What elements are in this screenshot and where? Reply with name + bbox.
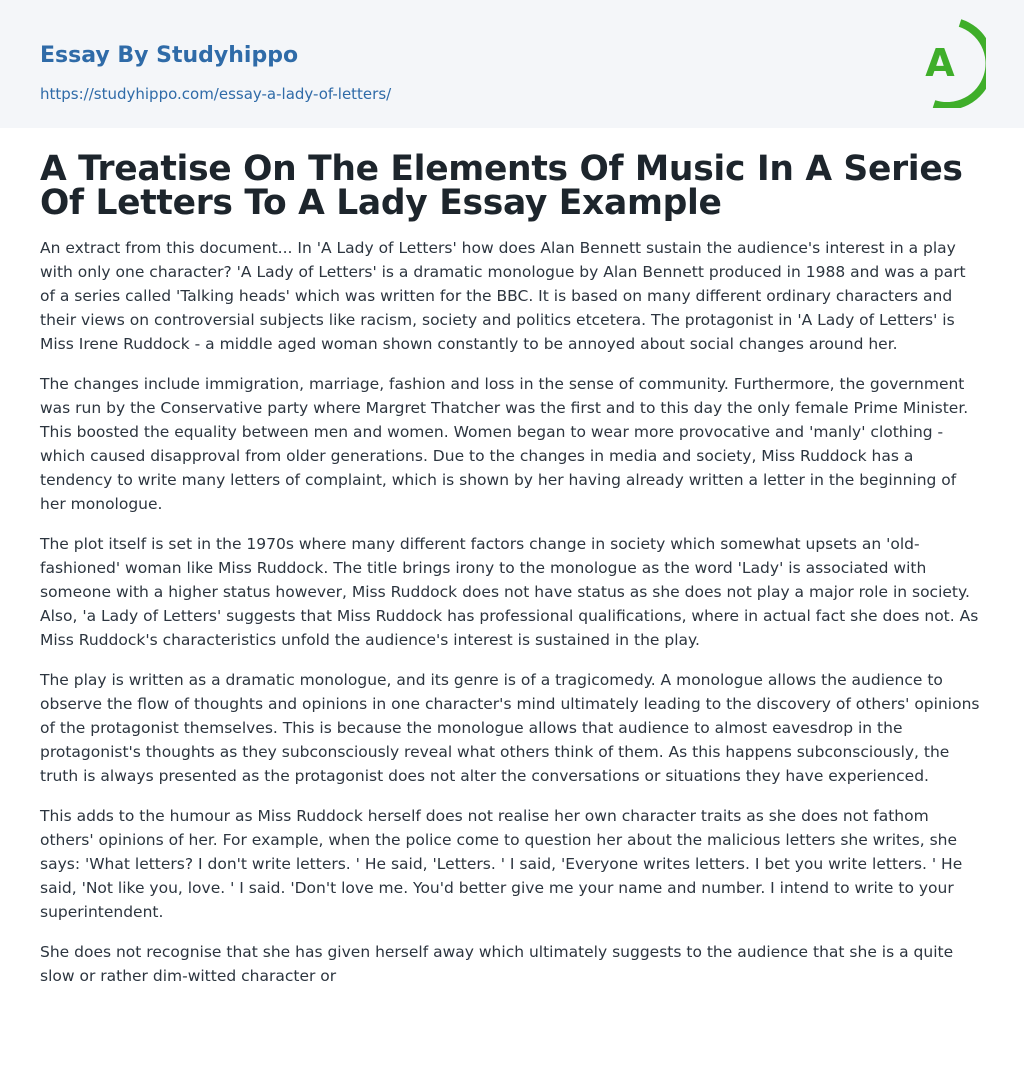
paragraph: An extract from this document... In 'A Lady of Letters' how does Alan Bennett sustain the audience's interest in a play with only one character? 'A Lady of Letters' is a dramatic monologue by Alan Bennett produced in 1988 and was a part of a series called 'Talking heads' which was written for the BBC. It is based on many different ordinary characters and their views on controversial subjects like racism, society and politics etcetera. The protagonist in 'A Lady of Letters' is Miss Irene Ruddock - a middle aged woman shown constantly to be annoyed about social changes around her. [40,239,966,353]
paragraph: The changes include immigration, marriage, fashion and loss in the sense of community. Furthermore, the government was run by the Conservative party where Margret Thatcher was the first and to this day the only female Prime Minister. This boosted the equality between men and women. Women began to wear more provocative and 'manly' clothing -which caused disapproval from older generations. Due to the changes in media and society, Miss Ruddock has a tendency to write many letters of complaint, which is shown by her having already written a letter in the beginning of her monologue. [40,375,969,513]
studyhippo-logo-icon[interactable] [914,18,986,108]
paragraph: The plot itself is set in the 1970s where many different factors change in society which somewhat upsets an 'old-fashioned' woman like Miss Ruddock. The title brings irony to the monologue as the word 'Lady' is associated with someone with a higher status however, Miss Ruddock does not have status as she does not play a major role in society. Also, 'a Lady of Letters' suggests that Miss Ruddock has professional qualifications, where in actual fact she does not. As Miss Ruddock's characteristics unfold the audience's interest is sustained in the play. [40,535,979,649]
article [0,149,1024,988]
paragraph: She does not recognise that she has given herself away which ultimately suggests to the audience that she is a quite slow or rather dim-witted character or [40,943,954,985]
paragraph: This adds to the humour as Miss Ruddock herself does not realise her own character traits as she does not fathom others' opinions of her. For example, when the police come to question her about the malicious letters she writes, she says: 'What letters? I don't write letters. ' He said, 'Letters. ' I said, 'Everyone writes letters. I bet you write letters. ' He said, 'Not like you, love. ' I said. 'Don't love me. You'd better give me your name and number. I intend to write to your superintendent. [40,807,963,921]
source-url-link[interactable]: https://studyhippo.com/essay-a-lady-of-letters/ [40,85,392,103]
logo-letter: A [925,41,955,85]
page-title: A Treatise On The Elements Of Music In A Series Of Letters To A Lady Essay Example [40,149,963,223]
paragraph: The play is written as a dramatic monologue, and its genre is of a tragicomedy. A monologue allows the audience to observe the flow of thoughts and opinions in one character's mind ultimately leading to the discovery of others' opinions of the protagonist themselves. This is because the monologue allows that audience to almost eavesdrop in the protagonist's thoughts as they subconsciously reveal what others think of them. As this happens subconsciously, the truth is always presented as the protagonist does not alter the conversations or situations they have experienced. [40,671,980,785]
site-header [0,0,1024,128]
site-brand[interactable]: Essay By Studyhippo [40,43,299,68]
